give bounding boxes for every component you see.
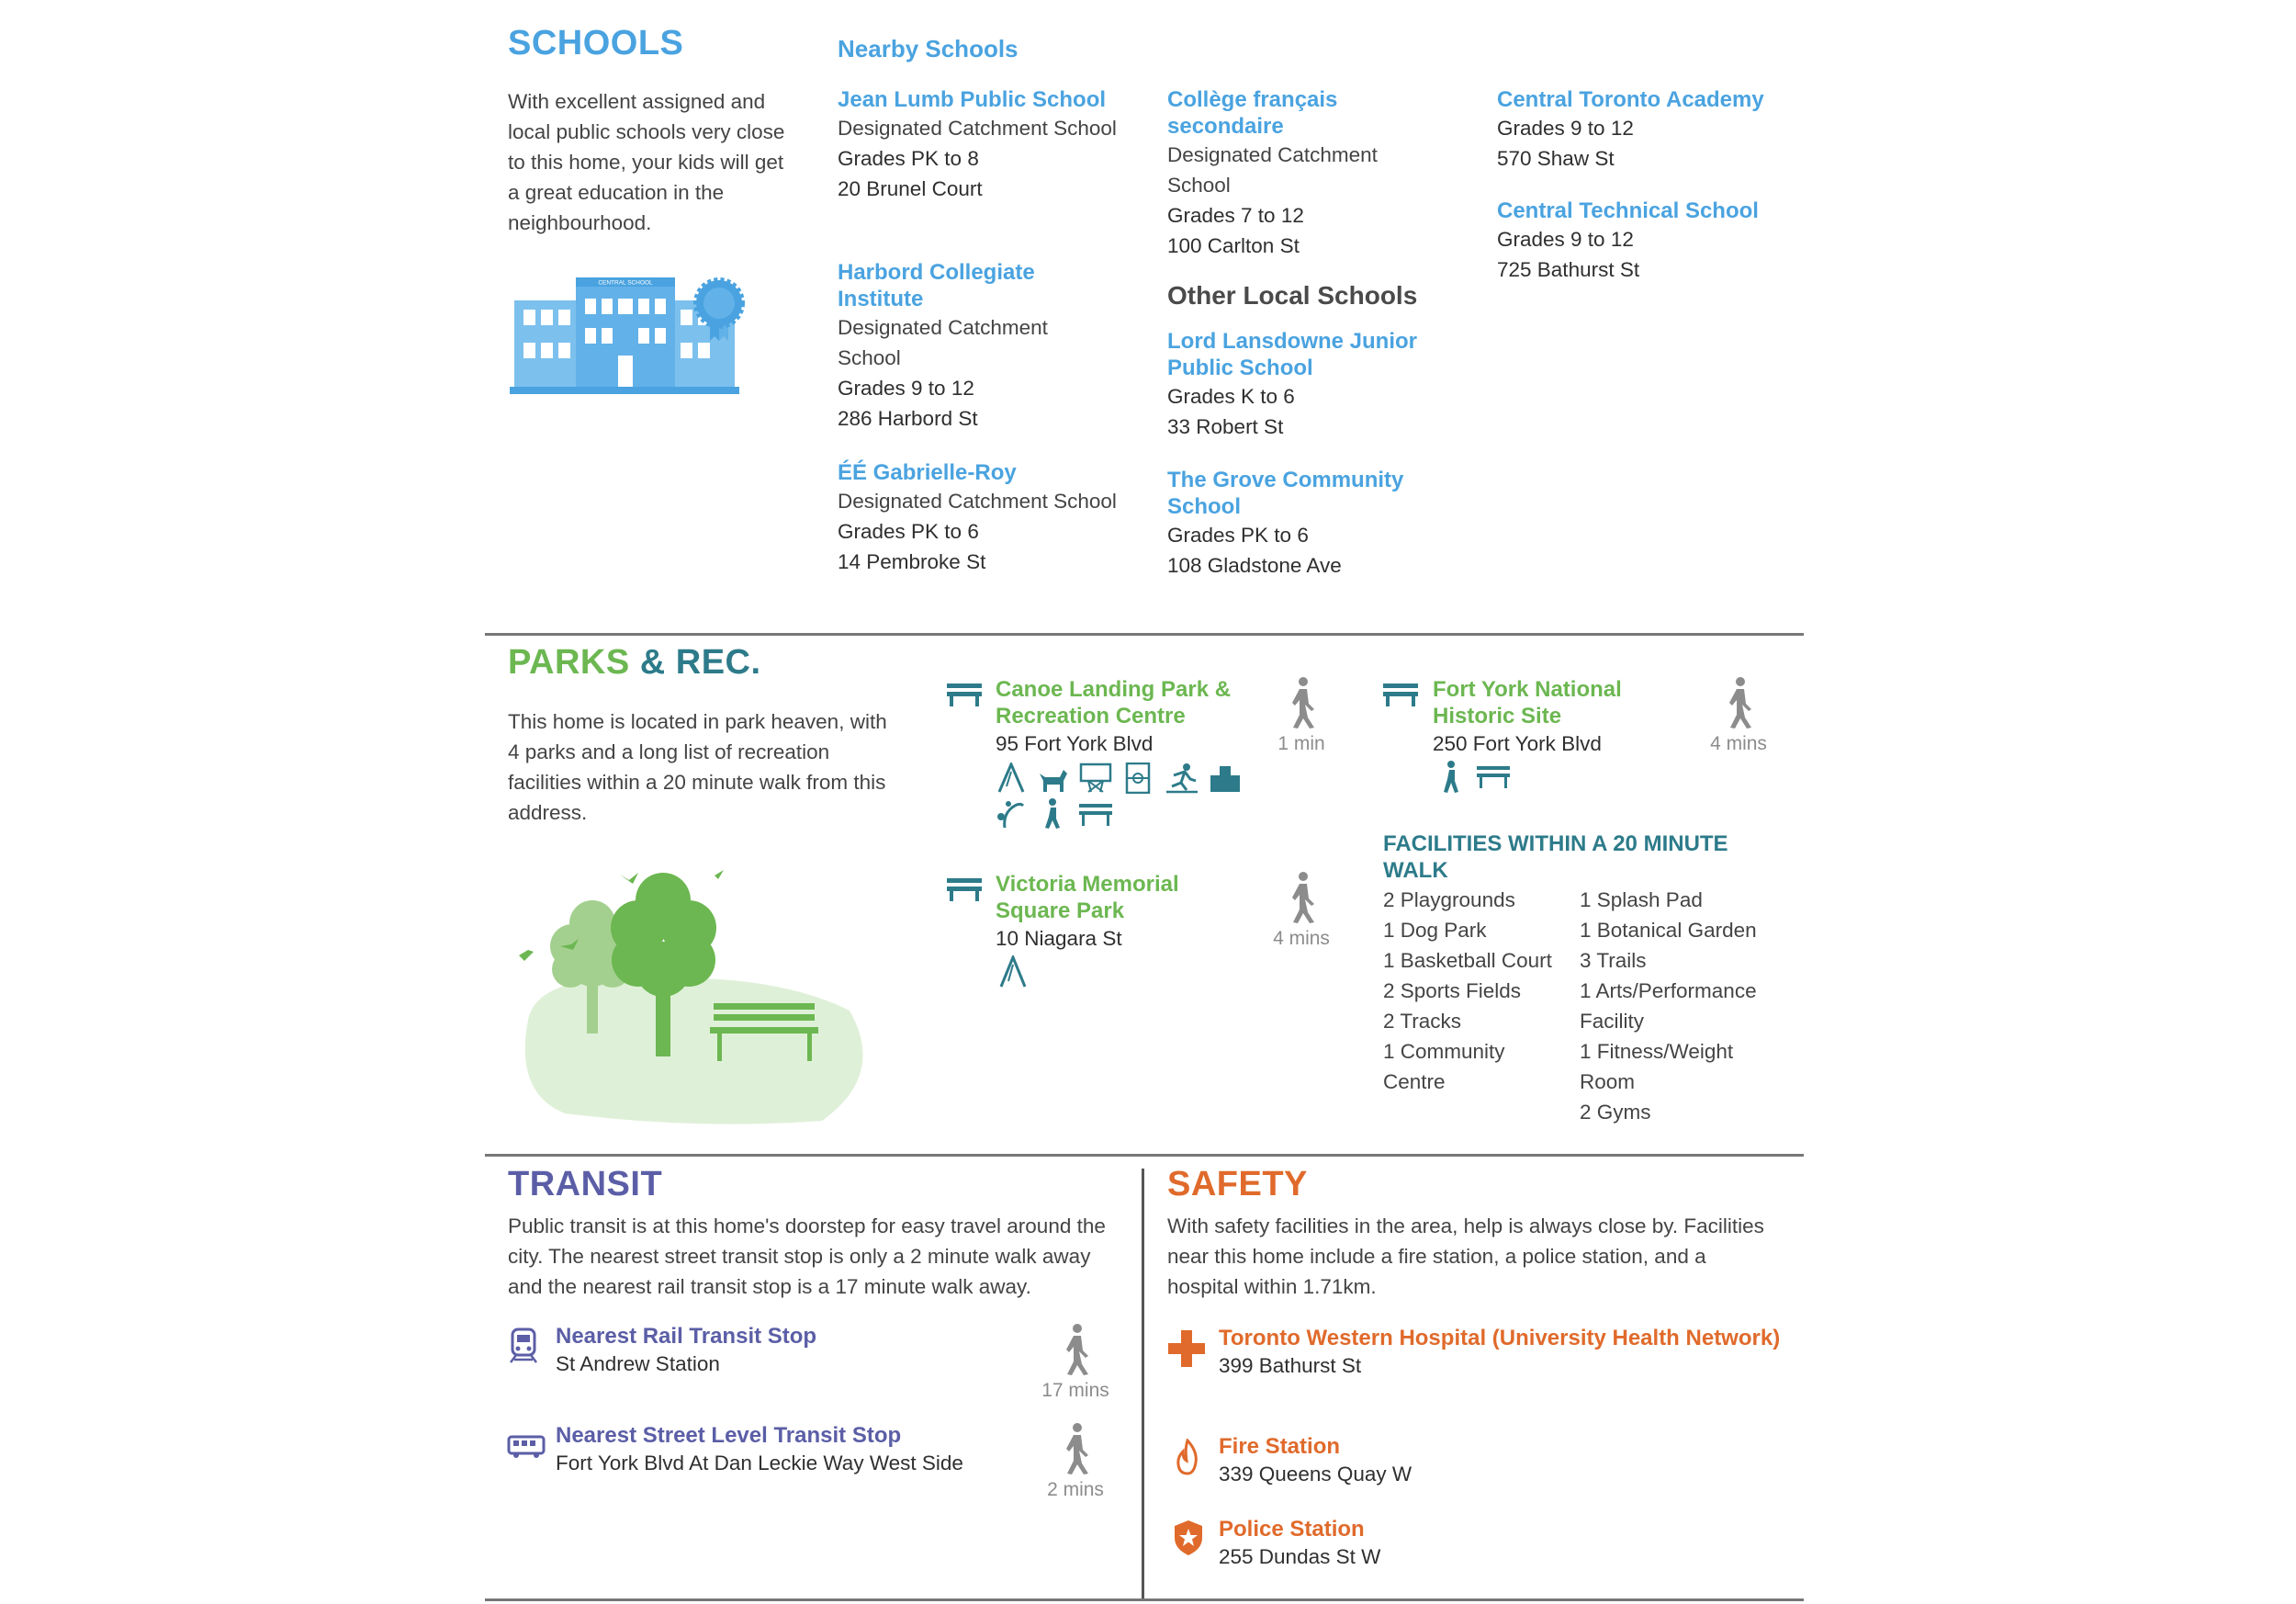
rail-stop [556, 1323, 1033, 1379]
facility-item: 2 Playgrounds [1383, 888, 1515, 911]
parks-title [508, 643, 761, 683]
walking-person-icon [1283, 871, 1320, 924]
walking-person-icon [1057, 1422, 1094, 1475]
school-name[interactable]: Lord Lansdowne Junior Public School [1167, 329, 1418, 380]
parks-title-a: PARKS [508, 643, 630, 682]
facilities-column-2 [1580, 885, 1757, 1127]
walk-time-label: 1 min [1277, 733, 1325, 754]
facility-item: 2 Tracks [1383, 1010, 1462, 1033]
section-divider [485, 1154, 1804, 1157]
school-entry [1167, 328, 1461, 442]
police-station-address: 255 Dundas St W [1219, 1545, 1381, 1568]
column-divider [1142, 1169, 1144, 1598]
facility-item: 1 Fitness/Weight [1580, 1040, 1734, 1063]
park-entry [1433, 676, 1653, 759]
walking-person-icon [1057, 1323, 1094, 1376]
rail-stop-name: St Andrew Station [556, 1352, 720, 1375]
school-grades: Grades 9 to 12 [838, 377, 974, 400]
walking-person-icon [1283, 676, 1320, 729]
transit-title: TRANSIT [508, 1165, 663, 1203]
school-name[interactable]: Harbord Collegiate Institute [838, 260, 1035, 311]
trail-walker-icon [1036, 798, 1067, 830]
walk-time [1688, 676, 1789, 755]
school-name[interactable]: ÉÉ Gabrielle-Roy [838, 460, 1017, 485]
facility-item: 1 Community [1383, 1040, 1505, 1063]
parks-description: This home is located in park heaven, with 4 parks and a long list of recreation facilities within a 20 minute walk from this address. [508, 710, 887, 824]
nearby-schools-heading: Nearby Schools [838, 35, 1019, 62]
park-bench-icon [946, 876, 983, 902]
fire-station-entry [1219, 1433, 1770, 1489]
park-name[interactable]: Canoe Landing Park & Recreation Centre [996, 677, 1232, 729]
school-address: 286 Harbord St [838, 407, 978, 430]
school-entry [838, 459, 1122, 577]
park-entry [996, 676, 1253, 759]
walk-time-label: 17 mins [1041, 1380, 1109, 1401]
safety-title: SAFETY [1167, 1165, 1308, 1203]
facility-item: 2 Sports Fields [1383, 979, 1522, 1002]
school-entry [1167, 467, 1443, 581]
school-grades: Grades 9 to 12 [1497, 228, 1634, 251]
walking-person-icon [1720, 676, 1757, 729]
bench-facility-icon [1475, 761, 1512, 794]
school-name[interactable]: Central Toronto Academy [1497, 87, 1764, 112]
section-divider [485, 1598, 1804, 1601]
facility-icons [996, 762, 1271, 834]
hospital-address: 399 Bathurst St [1219, 1354, 1362, 1377]
facility-item: 1 Arts/Performance [1580, 979, 1757, 1002]
bench-facility-icon [1077, 798, 1114, 830]
walk-time-label: 4 mins [1710, 733, 1767, 754]
police-station-name[interactable]: Police Station [1219, 1517, 1365, 1542]
fire-station-address: 339 Queens Quay W [1219, 1463, 1412, 1485]
school-grades: Grades 7 to 12 [1167, 204, 1304, 227]
facility-item: 1 Basketball Court [1383, 949, 1552, 972]
facility-item: Facility [1580, 1010, 1645, 1033]
facility-item: 1 Splash Pad [1580, 888, 1703, 911]
facility-item: 2 Gyms [1580, 1101, 1651, 1124]
school-type: Designated Catchment School [838, 490, 1117, 513]
fire-station-name[interactable]: Fire Station [1219, 1434, 1341, 1459]
school-grades: Grades PK to 6 [838, 520, 979, 543]
school-address: 100 Carlton St [1167, 234, 1300, 257]
section-divider [485, 633, 1804, 636]
school-entry [1167, 86, 1397, 261]
walk-time [1251, 871, 1352, 950]
police-badge-icon [1174, 1519, 1203, 1556]
walk-time-label: 4 mins [1273, 928, 1330, 949]
street-stop-name: Fort York Blvd At Dan Leckie Way West Side [556, 1452, 963, 1474]
park-name[interactable]: Fort York National Historic Site [1433, 677, 1622, 729]
facilities-column-1 [1383, 885, 1552, 1097]
playground-icon [996, 762, 1027, 794]
school-address: 33 Robert St [1167, 415, 1284, 438]
trail-walker-icon [1435, 761, 1466, 794]
sports-field-icon [1121, 762, 1154, 794]
track-icon [1165, 762, 1199, 794]
school-name[interactable]: Collège français secondaire [1167, 87, 1338, 139]
walk-time [1251, 676, 1352, 755]
walk-time-label: 2 mins [1047, 1479, 1104, 1500]
facility-item: 1 Dog Park [1383, 919, 1487, 942]
hospital-entry [1219, 1325, 1788, 1381]
parks-title-b: & REC. [639, 643, 761, 682]
school-entry [1497, 86, 1809, 174]
school-grades: Grades K to 6 [1167, 385, 1295, 408]
school-entry [838, 259, 1086, 434]
school-address: 725 Bathurst St [1497, 258, 1640, 281]
park-illustration [510, 854, 877, 1130]
park-entry [996, 871, 1244, 954]
other-schools-heading: Other Local Schools [1167, 281, 1418, 310]
school-grades: Grades PK to 8 [838, 147, 979, 170]
rail-stop-label[interactable]: Nearest Rail Transit Stop [556, 1324, 817, 1349]
school-entry [838, 86, 1122, 204]
transit-description: Public transit is at this home's doorstep for easy travel around the city. The nearest street transit stop is only a 2 minute walk away and the nearest rail transit stop is a 17 minute walk away. [508, 1214, 1106, 1298]
school-building-illustration [510, 271, 758, 395]
facilities-heading: FACILITIES WITHIN A 20 MINUTE WALK [1383, 831, 1728, 883]
school-type: Designated Catchment School [838, 316, 1048, 369]
train-icon [508, 1327, 539, 1364]
police-station-entry [1219, 1516, 1770, 1572]
schools-title: SCHOOLS [508, 24, 684, 62]
street-stop-label[interactable]: Nearest Street Level Transit Stop [556, 1423, 902, 1448]
schools-description: With excellent assigned and local public schools very close to this home, your kids will get a great education in the neighbourhood. [508, 90, 785, 234]
school-address: 20 Brunel Court [838, 177, 983, 200]
walk-time [1025, 1422, 1126, 1501]
safety-description: With safety facilities in the area, help is always close by. Facilities near this home include a fire station, a police station, and a hospital within 1.71km. [1167, 1214, 1764, 1298]
school-name[interactable]: The Grove Community School [1167, 468, 1404, 519]
playground-icon [997, 955, 1029, 988]
school-address: 14 Pembroke St [838, 550, 986, 573]
hospital-name[interactable]: Toronto Western Hospital (University Health Network) [1219, 1326, 1781, 1350]
walk-time [1025, 1323, 1126, 1402]
school-grades: Grades 9 to 12 [1497, 117, 1634, 140]
facility-item: Centre [1383, 1070, 1446, 1093]
hospital-cross-icon [1168, 1330, 1205, 1367]
park-address: 250 Fort York Blvd [1433, 732, 1602, 755]
school-type: Designated Catchment School [1167, 143, 1378, 197]
school-name[interactable]: Jean Lumb Public School [838, 87, 1107, 112]
dog-park-icon [1036, 762, 1069, 794]
school-entry [1497, 198, 1809, 285]
school-type: Designated Catchment School [838, 117, 1117, 140]
park-bench-icon [946, 682, 983, 707]
school-sign-text: CENTRAL SCHOOL [598, 279, 653, 287]
splash-pad-icon [996, 798, 1027, 830]
park-bench-icon [1382, 682, 1419, 707]
park-address: 95 Fort York Blvd [996, 732, 1154, 755]
park-address: 10 Niagara St [996, 927, 1122, 950]
school-address: 108 Gladstone Ave [1167, 554, 1342, 577]
facility-icons [1435, 761, 1517, 798]
bus-icon [507, 1435, 546, 1459]
school-grades: Grades PK to 6 [1167, 524, 1309, 547]
facility-item: Room [1580, 1070, 1636, 1093]
community-centre-icon [1209, 762, 1242, 794]
park-name[interactable]: Victoria Memorial Square Park [996, 872, 1179, 923]
basketball-icon [1079, 762, 1112, 794]
fire-icon [1174, 1439, 1201, 1475]
school-address: 570 Shaw St [1497, 147, 1615, 170]
street-stop [556, 1422, 1033, 1478]
facility-item: 1 Botanical Garden [1580, 919, 1757, 942]
school-name[interactable]: Central Technical School [1497, 198, 1759, 223]
facility-item: 3 Trails [1580, 949, 1647, 972]
